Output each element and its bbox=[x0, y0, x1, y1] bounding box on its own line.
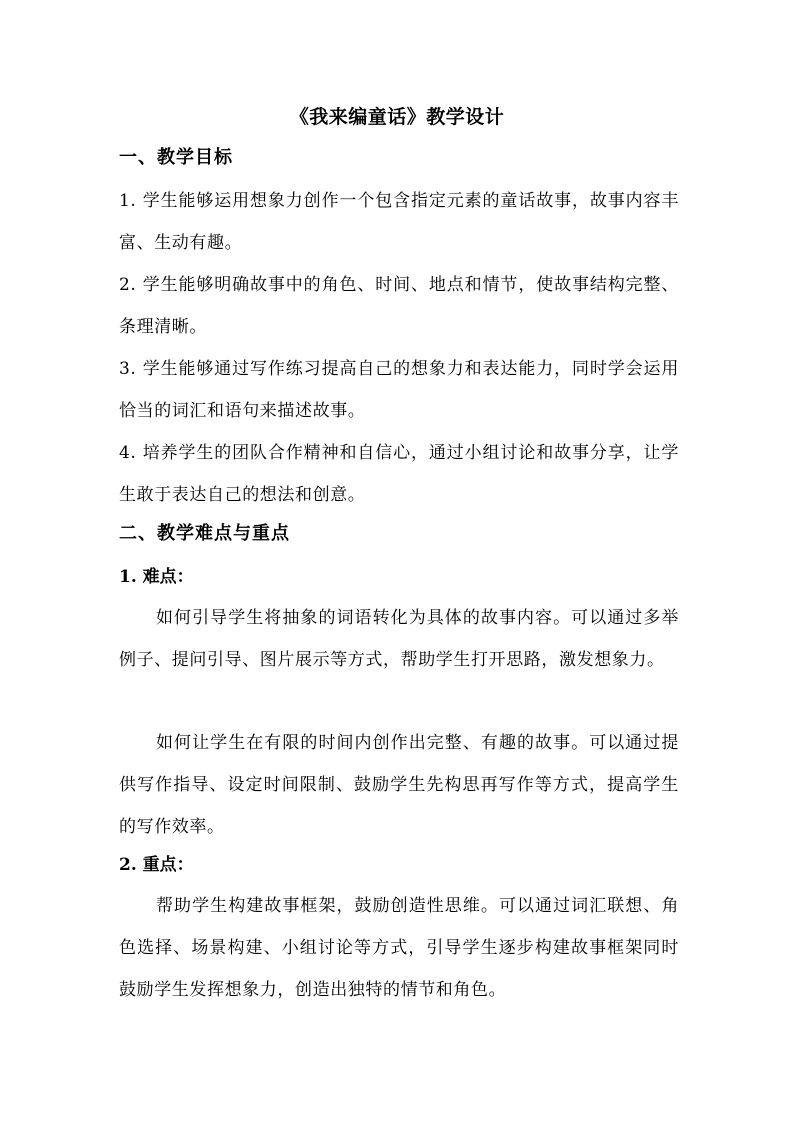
key-point-paragraph-1: 帮助学生构建故事框架，鼓励创造性思维。可以通过词汇联想、角色选择、场景构建、小组讨论等方式，引导学生逐步构建故事框架同时鼓励学生发挥想象力，创造出独特的情节和角色。 bbox=[119, 896, 679, 1000]
goal-item-3: 3. 学生能够通过写作练习提高自己的想象力和表达能力，同时学会运用恰当的词汇和语句来描述故事。 bbox=[119, 359, 679, 421]
document-title: 《我来编童话》教学设计 bbox=[289, 106, 505, 128]
key-point-label: 2. 重点： bbox=[119, 855, 194, 875]
difficulty-paragraph-2: 如何让学生在有限的时间内创作出完整、有趣的故事。可以通过提供写作指导、设定时间限制、鼓励学生先构思再写作等方式，提高学生的写作效率。 bbox=[119, 733, 679, 837]
section-heading-difficulties-and-key-points: 二、教学难点与重点 bbox=[119, 523, 290, 544]
difficulty-paragraph-1: 如何引导学生将抽象的词语转化为具体的故事内容。可以通过多举例子、提问引导、图片展示等方式，帮助学生打开思路，激发想象力。 bbox=[119, 608, 679, 670]
goal-item-4: 4. 培养学生的团队合作精神和自信心，通过小组讨论和故事分享，让学生敢于表达自己的想法和创意。 bbox=[119, 443, 679, 505]
difficulty-label: 1. 难点： bbox=[119, 567, 194, 587]
section-heading-teaching-goals: 一、教学目标 bbox=[119, 147, 233, 168]
goal-item-2: 2. 学生能够明确故事中的角色、时间、地点和情节，使故事结构完整、条理清晰。 bbox=[119, 275, 679, 337]
goal-item-1: 1. 学生能够运用想象力创作一个包含指定元素的童话故事，故事内容丰富、生动有趣。 bbox=[119, 191, 679, 253]
